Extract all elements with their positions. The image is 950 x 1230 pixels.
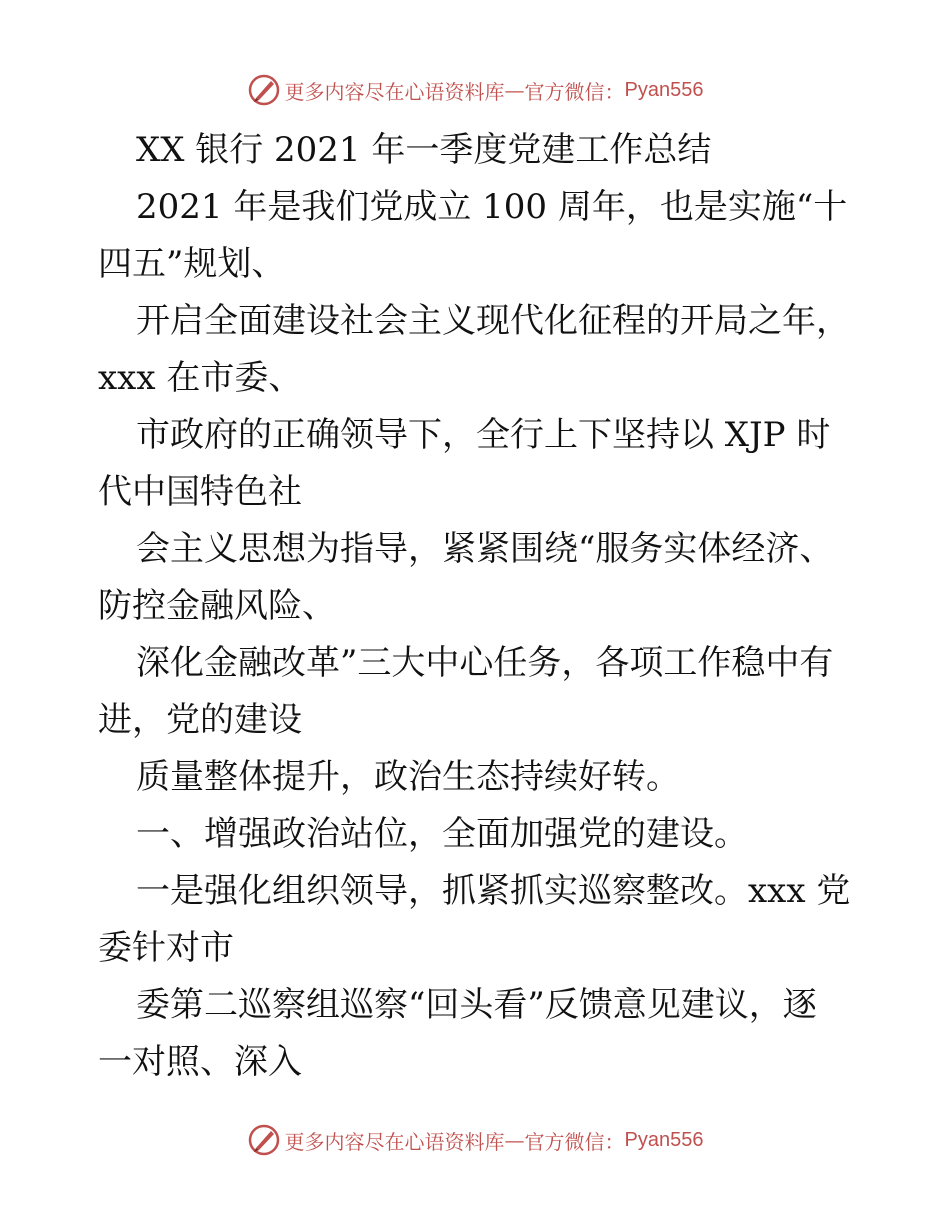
watermark-brand: 更多内容尽在心语资料库 bbox=[284, 79, 505, 104]
document-body bbox=[98, 122, 858, 1091]
text-line: 一对照、深入 bbox=[98, 1042, 302, 1082]
text-line: xxx 在市委、 bbox=[98, 358, 303, 398]
quill-logo-icon bbox=[247, 1123, 281, 1157]
quill-logo-icon bbox=[247, 73, 281, 107]
watermark-banner-bottom bbox=[0, 1120, 950, 1160]
watermark-separator: — bbox=[504, 78, 525, 102]
watermark-banner-top bbox=[0, 70, 950, 110]
text-line: 一、增强政治站位，全面加强党的建设。 bbox=[136, 814, 748, 854]
text-line: 代中国特色社 bbox=[98, 472, 302, 512]
watermark-wechat-label: 官方微信： bbox=[524, 79, 625, 104]
text-line: 四五”规划、 bbox=[98, 244, 286, 284]
text-line: XX 银行 2021 年一季度党建工作总结 bbox=[136, 130, 712, 170]
watermark-wechat-id: Pyan556 bbox=[624, 78, 704, 101]
text-line: 质量整体提升，政治生态持续好转。 bbox=[136, 757, 680, 797]
text-line: 会主义思想为指导，紧紧围绕“服务实体经济、 bbox=[136, 529, 834, 569]
text-line: 防控金融风险、 bbox=[98, 586, 336, 626]
text-line: 委针对市 bbox=[98, 928, 234, 968]
text-line: 一是强化组织领导，抓紧抓实巡察整改。xxx 党 bbox=[136, 871, 851, 911]
watermark-brand: 更多内容尽在心语资料库 bbox=[284, 1129, 505, 1154]
text-line: 2021 年是我们党成立 100 周年，也是实施“十 bbox=[136, 187, 848, 227]
text-line: 市政府的正确领导下，全行上下坚持以 XJP 时 bbox=[136, 415, 831, 455]
watermark-wechat-id: Pyan556 bbox=[624, 1128, 704, 1151]
watermark-wechat-label: 官方微信： bbox=[524, 1129, 625, 1154]
text-line: 委第二巡察组巡察“回头看”反馈意见建议，逐 bbox=[136, 985, 817, 1025]
watermark-separator: — bbox=[504, 1128, 525, 1152]
text-line: 进，党的建设 bbox=[98, 700, 302, 740]
text-line: 深化金融改革”三大中心任务，各项工作稳中有 bbox=[136, 643, 834, 683]
text-line: 开启全面建设社会主义现代化征程的开局之年， bbox=[136, 301, 850, 341]
